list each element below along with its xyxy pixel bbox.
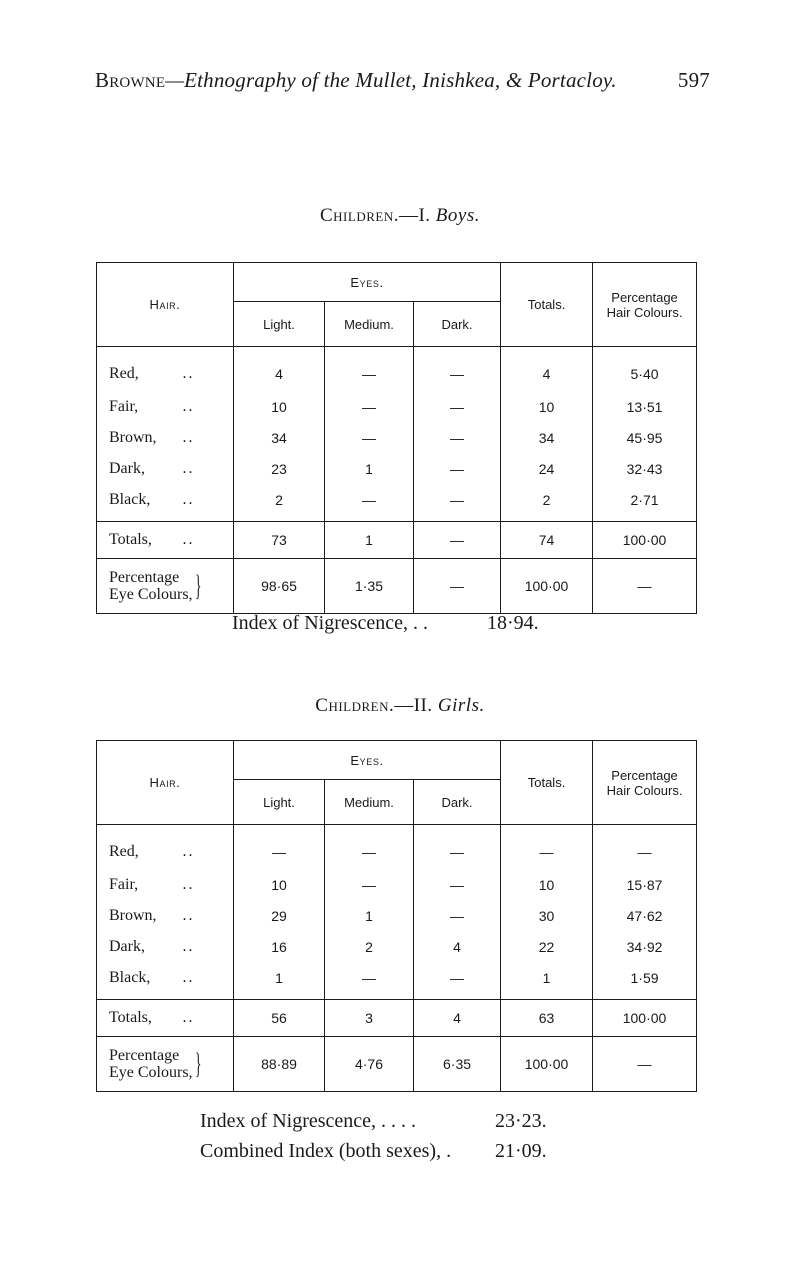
cell-dark: 6·35 (414, 1037, 501, 1092)
header-dark: Dark. (414, 302, 501, 347)
cell-pct: — (593, 1037, 697, 1092)
cell-light: 56 (234, 1000, 325, 1037)
totals-row (97, 522, 697, 559)
table-row (97, 422, 697, 453)
cell-medium: — (325, 962, 414, 1000)
row-label: Red, .. (97, 825, 234, 870)
running-head-author: Browne (95, 68, 166, 92)
cell-dark: 4 (414, 931, 501, 962)
cell-dark: — (414, 825, 501, 870)
header-light: Light. (234, 302, 325, 347)
table-row (97, 825, 697, 870)
girls-index-line (200, 1110, 547, 1133)
cell-pct: 13·51 (593, 391, 697, 422)
cell-light: 1 (234, 962, 325, 1000)
table-row (97, 453, 697, 484)
combined-index-label: Combined Index (both sexes), . (200, 1140, 452, 1162)
girls-index-value: 23·23. (495, 1110, 547, 1132)
percentage-row (97, 559, 697, 614)
cell-dark: 4 (414, 1000, 501, 1037)
girls-heading-label: Children.—II. (315, 695, 433, 716)
cell-dark: — (414, 900, 501, 931)
cell-pct: 15·87 (593, 869, 697, 900)
cell-light: 4 (234, 347, 325, 392)
cell-pct: 100·00 (593, 522, 697, 559)
cell-pct: 47·62 (593, 900, 697, 931)
header-percentage-line2: Hair Colours. (606, 782, 683, 798)
header-percentage-line1: Percentage (611, 767, 678, 783)
cell-total: 1 (501, 962, 593, 1000)
cell-light: 10 (234, 391, 325, 422)
header-totals: Totals. (501, 741, 593, 825)
cell-pct: — (593, 825, 697, 870)
cell-dark: — (414, 559, 501, 614)
cell-total: 63 (501, 1000, 593, 1037)
boys-heading-sub: Boys. (435, 205, 480, 226)
header-eyes: Eyes. (234, 263, 501, 302)
cell-total: 2 (501, 484, 593, 522)
combined-index-line (200, 1140, 547, 1163)
cell-light: 29 (234, 900, 325, 931)
cell-medium: — (325, 347, 414, 392)
table-row (97, 931, 697, 962)
header-totals: Totals. (501, 263, 593, 347)
row-label: Red, .. (97, 347, 234, 392)
cell-pct: — (593, 559, 697, 614)
cell-medium: — (325, 869, 414, 900)
cell-total: — (501, 825, 593, 870)
row-label: Black, .. (97, 484, 234, 522)
percentage-row (97, 1037, 697, 1092)
cell-medium: 3 (325, 1000, 414, 1037)
cell-dark: — (414, 347, 501, 392)
cell-total: 10 (501, 869, 593, 900)
header-hair: Hair. (97, 741, 234, 825)
cell-dark: — (414, 522, 501, 559)
cell-dark: — (414, 484, 501, 522)
cell-pct: 2·71 (593, 484, 697, 522)
header-percentage-line2: Hair Colours. (606, 304, 683, 320)
header-hair: Hair. (97, 263, 234, 347)
totals-row (97, 1000, 697, 1037)
cell-total: 24 (501, 453, 593, 484)
cell-light: 16 (234, 931, 325, 962)
header-dark: Dark. (414, 780, 501, 825)
boys-heading (0, 205, 800, 227)
header-percentage-line1: Percentage (611, 289, 678, 305)
cell-light: 10 (234, 869, 325, 900)
cell-medium: 1·35 (325, 559, 414, 614)
combined-index-value: 21·09. (495, 1140, 547, 1162)
cell-medium: 4·76 (325, 1037, 414, 1092)
cell-pct: 1·59 (593, 962, 697, 1000)
boys-index-line (232, 612, 539, 635)
header-eyes: Eyes. (234, 741, 501, 780)
row-label: Totals, .. (97, 522, 234, 559)
row-label: Dark, .. (97, 931, 234, 962)
cell-total: 10 (501, 391, 593, 422)
cell-pct: 34·92 (593, 931, 697, 962)
cell-total: 100·00 (501, 1037, 593, 1092)
cell-light: — (234, 825, 325, 870)
cell-dark: — (414, 869, 501, 900)
cell-pct: 100·00 (593, 1000, 697, 1037)
cell-total: 22 (501, 931, 593, 962)
cell-medium: 1 (325, 522, 414, 559)
boys-index-label: Index of Nigrescence, . . (232, 612, 429, 634)
cell-light: 2 (234, 484, 325, 522)
cell-medium: — (325, 484, 414, 522)
cell-pct: 5·40 (593, 347, 697, 392)
cell-total: 34 (501, 422, 593, 453)
table-row (97, 484, 697, 522)
header-medium: Medium. (325, 780, 414, 825)
boys-table (96, 262, 697, 614)
cell-medium: — (325, 422, 414, 453)
cell-light: 23 (234, 453, 325, 484)
boys-index-value: 18·94. (487, 612, 539, 634)
row-label: Black, .. (97, 962, 234, 1000)
cell-pct: 45·95 (593, 422, 697, 453)
cell-dark: — (414, 422, 501, 453)
row-label: Fair, .. (97, 869, 234, 900)
row-label: Brown, .. (97, 422, 234, 453)
cell-light: 73 (234, 522, 325, 559)
row-label: Fair, .. (97, 391, 234, 422)
cell-medium: 2 (325, 931, 414, 962)
cell-pct: 32·43 (593, 453, 697, 484)
running-head-title: —Ethnography of the Mullet, Inishkea, & Portacloy. (165, 68, 617, 92)
cell-total: 74 (501, 522, 593, 559)
row-label: Totals, .. (97, 1000, 234, 1037)
cell-dark: — (414, 962, 501, 1000)
girls-table (96, 740, 697, 1092)
table-row (97, 869, 697, 900)
row-label: Brown, .. (97, 900, 234, 931)
header-light: Light. (234, 780, 325, 825)
running-head (95, 68, 710, 93)
cell-light: 98·65 (234, 559, 325, 614)
table-row (97, 391, 697, 422)
table-row (97, 347, 697, 392)
girls-index-label: Index of Nigrescence, . . . . (200, 1110, 417, 1132)
table-row (97, 900, 697, 931)
cell-total: 100·00 (501, 559, 593, 614)
boys-heading-label: Children.—I. (320, 205, 431, 226)
cell-dark: — (414, 453, 501, 484)
header-percentage (593, 741, 697, 825)
cell-medium: — (325, 825, 414, 870)
table-row (97, 962, 697, 1000)
row-label: Percentage Eye Colours,} (97, 559, 234, 614)
cell-total: 30 (501, 900, 593, 931)
cell-medium: 1 (325, 453, 414, 484)
cell-medium: — (325, 391, 414, 422)
girls-heading (0, 695, 800, 717)
cell-total: 4 (501, 347, 593, 392)
cell-medium: 1 (325, 900, 414, 931)
header-percentage (593, 263, 697, 347)
row-label: Percentage Eye Colours,} (97, 1037, 234, 1092)
cell-light: 34 (234, 422, 325, 453)
cell-light: 88·89 (234, 1037, 325, 1092)
row-label: Dark, .. (97, 453, 234, 484)
header-medium: Medium. (325, 302, 414, 347)
page-number: 597 (677, 68, 710, 92)
cell-dark: — (414, 391, 501, 422)
girls-heading-sub: Girls. (437, 695, 485, 716)
